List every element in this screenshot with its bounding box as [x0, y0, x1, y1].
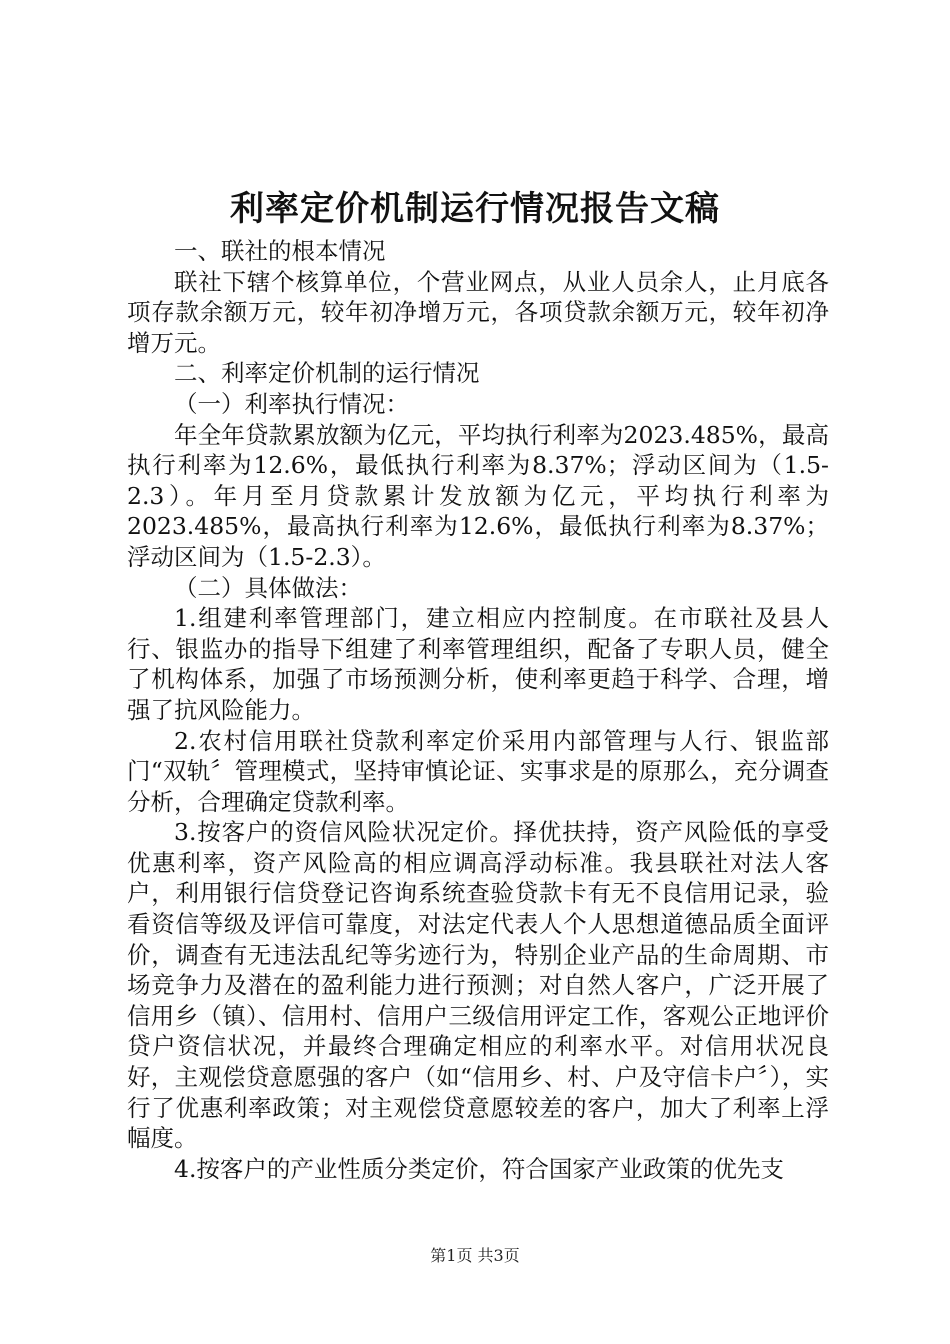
- body-paragraph: 年全年贷款累放额为亿元，平均执行利率为2023.485%，最高执行利率为12.6%，最低执行利率为8.37%；浮动区间为（1.5-2.3）。年月至月贷款累计发放额为亿元，平均执行利率为2023.485%，最高执行利率为12.6%，最低执行利率为8.37%；浮动区间为（1.5-2.3）。: [127, 420, 829, 571]
- document-body: [127, 236, 829, 1184]
- section-heading: 一、联社的根本情况: [174, 237, 386, 265]
- subsection-heading: （一）利率执行情况：: [174, 389, 409, 418]
- body-paragraph: 2.农村信用联社贷款利率定价采用内部管理与人行、银监部门“双轨〞管理模式，坚持审慎论证、实事求是的原那么，充分调查分析，合理确定贷款利率。: [127, 726, 829, 816]
- page-number: 第1页 共3页: [430, 1246, 520, 1265]
- body-paragraph: 4.按客户的产业性质分类定价，符合国家产业政策的优先支: [174, 1154, 784, 1183]
- body-paragraph: 联社下辖个核算单位，个营业网点，从业人员余人，止月底各项存款余额万元，较年初净增万元，各项贷款余额万元，较年初净增万元。: [127, 267, 829, 357]
- document-title: 利率定价机制运行情况报告文稿: [230, 189, 720, 229]
- subsection-heading: （二）具体做法：: [174, 573, 362, 602]
- body-paragraph: 1.组建利率管理部门，建立相应内控制度。在市联社及县人行、银监办的指导下组建了利率管理组织，配备了专职人员，健全了机构体系，加强了市场预测分析，使利率更趋于科学、合理，增强了抗风险能力。: [127, 604, 829, 724]
- body-paragraph: 3.按客户的资信风险状况定价。择优扶持，资产风险低的享受优惠利率，资产风险高的相应调高浮动标准。我县联社对法人客户，利用银行信贷登记咨询系统查验贷款卡有无不良信用记录，验看资信等级及评信可靠度，对法定代表人个人思想道德品质全面评价，调查有无违法乱纪等劣迹行为，特别企业产品的生命周期、市场竞争力及潜在的盈利能力进行预测；对自然人客户，广泛开展了信用乡（镇）、信用村、信用户三级信用评定工作，客观公正地评价贷户资信状况，并最终合理确定相应的利率水平。对信用状况良好，主观偿贷意愿强的客户（如“信用乡、村、户及守信卡户〞），实行了优惠利率政策；对主观偿贷意愿较差的客户，加大了利率上浮幅度。: [127, 818, 829, 1153]
- section-heading: 二、利率定价机制的运行情况: [174, 359, 480, 388]
